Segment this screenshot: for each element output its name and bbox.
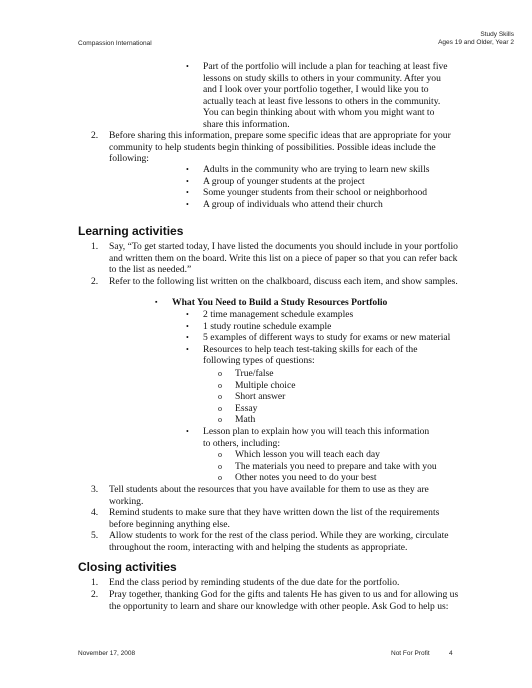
numbered-item <box>91 530 463 553</box>
item-text: Before sharing this information, prepare some specific ideas that are appropriate for your community to help students begin thinking of possibilities. Possible ideas include the following: <box>109 130 451 165</box>
list-item <box>186 164 486 176</box>
bullet: • <box>186 310 189 319</box>
item-number: 4. <box>91 507 99 518</box>
circle-bullet: o <box>218 369 222 378</box>
list-item <box>218 449 468 461</box>
closing-heading: Closing activities <box>78 560 177 574</box>
bullet: • <box>186 176 189 186</box>
portfolio-item-text: 1 study routine schedule example <box>203 320 332 332</box>
circle-bullet: o <box>218 461 222 471</box>
numbered-item <box>91 589 463 612</box>
item-number: 2. <box>91 589 99 600</box>
list-item <box>186 426 436 449</box>
bullet: • <box>186 321 189 331</box>
list-item <box>186 344 436 367</box>
numbered-item <box>91 241 463 276</box>
page-number: 4 <box>449 650 453 657</box>
header-info <box>438 31 514 47</box>
numbered-item <box>91 130 463 165</box>
item-number: 5. <box>91 530 99 541</box>
item-text: End the class period by reminding students of the due date for the portfolio. <box>109 577 400 588</box>
circle-bullet: o <box>218 392 222 402</box>
question-type-text: Essay <box>235 402 258 414</box>
header-org: Compassion International <box>78 40 152 47</box>
numbered-item <box>91 276 463 288</box>
lesson-item-text: Which lesson you will teach each day <box>235 449 380 460</box>
ideas-list <box>186 164 486 210</box>
footer-date: November 17, 2008 <box>78 650 136 657</box>
list-item <box>186 176 486 188</box>
bullet: • <box>186 199 189 209</box>
list-item <box>218 391 418 403</box>
list-item <box>186 187 486 199</box>
circle-bullet: o <box>218 403 222 413</box>
question-type-text: Short answer <box>235 391 286 403</box>
lesson-item-text: Other notes you need to do your best <box>235 472 377 484</box>
list-item <box>218 472 468 484</box>
list-item <box>218 380 418 392</box>
item-number: 1. <box>91 577 99 588</box>
item-number: 2. <box>91 130 99 141</box>
list-item <box>186 321 466 333</box>
bullet: • <box>186 333 189 343</box>
lesson-plan-text: Lesson plan to explain how you will teach this information to others, including: <box>203 426 430 449</box>
list-item <box>186 199 486 211</box>
list-item <box>218 403 418 415</box>
idea-text: A group of individuals who attend their church <box>203 198 383 210</box>
item-number: 2. <box>91 276 99 287</box>
circle-bullet: o <box>218 415 222 425</box>
portfolio-item-text: Resources to help teach test-taking skills for each of the following types of questions: <box>203 343 418 367</box>
bullet: • <box>186 62 189 71</box>
item-text: Pray together, thanking God for the gifts and talents He has given to us and for allowing us the opportunity to learn and share our knowledge with other people. Ask God to help us: <box>109 589 459 612</box>
idea-text: A group of younger students at the project <box>203 175 365 187</box>
square-bullet: ▪ <box>155 298 158 306</box>
bullet: • <box>186 188 189 198</box>
learning-heading: Learning activities <box>78 224 184 238</box>
portfolio-title-text: What You Need to Build a Study Resources Portfolio <box>172 297 388 308</box>
portfolio-title <box>155 297 455 309</box>
question-types-list <box>218 368 418 426</box>
header-subject: Study Skills <box>480 31 514 38</box>
footer-label: Not For Profit <box>391 650 430 657</box>
bullet-text: Part of the portfolio will include a plan for teaching at least five lessons on study skills to others in your community. After you and I look over your portfolio together, I would like you to actually teach at least five lessons to others in the community. You can begin thinking about with whom you might want to share this information. <box>203 61 448 130</box>
list-item <box>186 309 466 321</box>
question-type-text: Math <box>235 414 256 426</box>
question-type-text: Multiple choice <box>235 379 296 391</box>
lesson-items-list <box>218 449 468 484</box>
portfolio-item-text: 2 time management schedule examples <box>203 309 354 320</box>
item-text: Allow students to work for the rest of the class period. While they are working, circulate throughout the room, interacting with and helping the students as appropriate. <box>109 530 449 553</box>
circle-bullet: o <box>218 450 222 459</box>
lesson-item-text: The materials you need to prepare and take with you <box>235 460 437 472</box>
numbered-item <box>91 577 463 589</box>
item-number: 3. <box>91 484 99 495</box>
item-number: 1. <box>91 241 99 252</box>
numbered-item <box>91 507 463 530</box>
list-item <box>218 461 468 473</box>
portfolio-item-text: 5 examples of different ways to study for exams or new material <box>203 332 451 344</box>
idea-text: Some younger students from their school or neighborhood <box>203 187 428 199</box>
portfolio-list <box>186 309 466 367</box>
circle-bullet: o <box>218 473 222 483</box>
item-text: Tell students about the resources that you have available for them to use as they are working. <box>109 484 429 507</box>
header-ages: Ages 19 and Older, Year 2 <box>438 39 514 46</box>
question-type-text: True/false <box>235 368 274 379</box>
circle-bullet: o <box>218 380 222 390</box>
idea-text: Adults in the community who are trying to learn new skills <box>203 164 430 175</box>
list-item <box>186 61 456 131</box>
list-item <box>218 368 418 380</box>
bullet: • <box>186 427 189 436</box>
bullet: • <box>186 344 189 354</box>
item-text: Remind students to make sure that they have written down the list of the requirements before beginning anything else. <box>109 507 440 530</box>
list-item <box>218 414 418 426</box>
list-item <box>186 332 466 344</box>
item-text: Refer to the following list written on the chalkboard, discuss each item, and show samples. <box>109 276 458 287</box>
numbered-item <box>91 484 463 507</box>
item-text: Say, “To get started today, I have listed the documents you should include in your portfolio and written them on the board. Write this list on a piece of paper so that you can refer back to the list as needed.” <box>109 241 458 276</box>
bullet: • <box>186 165 189 174</box>
